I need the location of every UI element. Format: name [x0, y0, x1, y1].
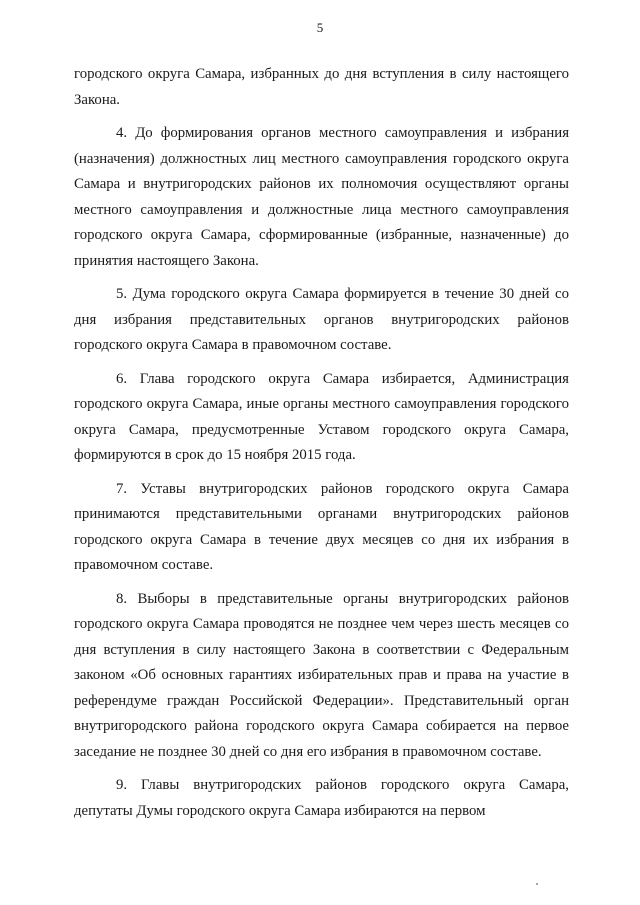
paragraph-continuation: городского округа Самара, избранных до дня вступления в силу настоящего Закона.	[74, 66, 569, 108]
paragraph-4: 4. До формирования органов местного самоуправления и избрания (назначения) должностных лиц местного самоуправления городского округа Самара и внутригородских районов их полномочия осуществляют органы местного самоуправления и должностные лица местного самоуправления городского округа Самара, сформированные (избранные, назначенные) до принятия настоящего Закона.	[74, 125, 569, 269]
scan-speck	[536, 883, 538, 885]
paragraph-7: 7. Уставы внутригородских районов городского округа Самара принимаются представительными органами внутригородских районов городского округа Самара в течение двух месяцев со дня их избрания в правомочном составе.	[74, 480, 569, 573]
paragraph-5: 5. Дума городского округа Самара формируется в течение 30 дней со дня избрания представительных органов внутригородских районов городского округа Самара в правомочном составе.	[74, 286, 569, 353]
paragraph-9: 9. Главы внутригородских районов городского округа Самара, депутаты Думы городского округа Самара избираются на первом	[74, 777, 569, 819]
paragraph-6: 6. Глава городского округа Самара избирается, Администрация городского округа Самара, иные органы местного самоуправления городского округа Самара, предусмотренные Уставом городского округа Самара, формируются в срок до 15 ноября 2015 года.	[74, 370, 569, 463]
paragraph-8: 8. Выборы в представительные органы внутригородских районов городского округа Самара проводятся не позднее чем через шесть месяцев со дня вступления в силу настоящего Закона в соответствии с Федеральным законом «Об основных гарантиях избирательных прав и права на участие в референдуме граждан Российской Федерации». Представительный орган внутригородского района городского округа Самара собирается на первое заседание не позднее 30 дней со дня его избрания в правомочном составе.	[74, 590, 569, 760]
document-body	[74, 62, 569, 832]
page-number: 5	[316, 20, 324, 35]
